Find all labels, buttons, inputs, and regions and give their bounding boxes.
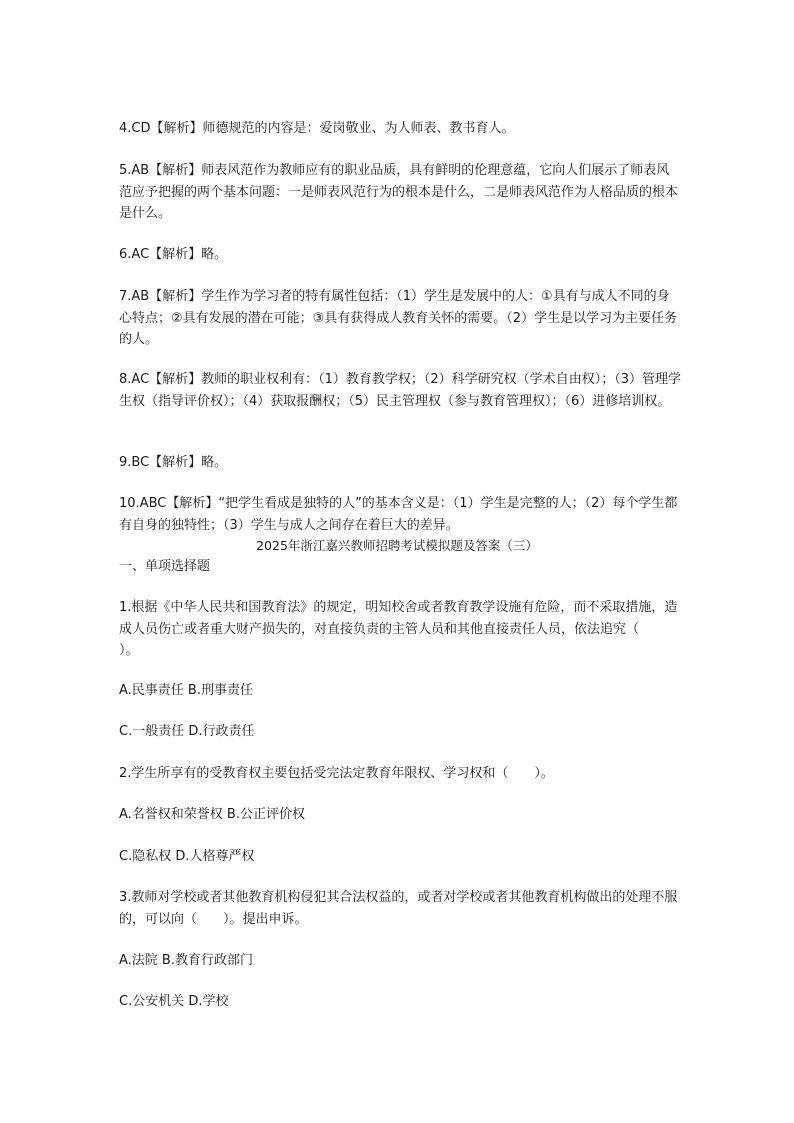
answer-7: 7.AB【解析】学生作为学习者的特有属性包括：（1）学生是发展中的人：①具有与成人不同的身心特点；②具有发展的潜在可能；③具有获得成人教育关怀的需要。（2）学生是以学习为主要任务的人。 <box>119 289 678 347</box>
question-3-stem: 3.教师对学校或者其他教育机构侵犯其合法权益的，或者对学校或者其他教育机构做出的处理不服的，可以向（ ）。提出申诉。 <box>119 890 678 927</box>
question-3-options-ab: A.法院 B.教育行政部门 <box>119 953 253 968</box>
answer-5: 5.AB【解析】师表风范作为教师应有的职业品质，具有鲜明的伦理意蕴，它向人们展示了师表风范应予把握的两个基本问题：一是师表风范行为的根本是什么，二是师表风范作为人格品质的根本是什么。 <box>119 163 679 221</box>
answer-8: 8.AC【解析】教师的职业权利有：（1）教育教学权；（2）科学研究权（学术自由权）；（3）管理学生权（指导评价权）；（4）获取报酬权；（5）民主管理权（参与教育管理权）；（6）进修培训权。 <box>119 372 681 409</box>
exam-title: 2025年浙江嘉兴教师招聘考试模拟题及答案（三） <box>256 538 538 553</box>
question-1-options-ab: A.民事责任 B.刑事责任 <box>119 683 253 698</box>
answer-10: 10.ABC【解析】“把学生看成是独特的人”的基本含义是：（1）学生是完整的人；（2）每个学生都有自身的独特性；（3）学生与成人之间存在着巨大的差异。 <box>119 496 678 533</box>
section-heading: 一、单项选择题 <box>119 559 211 574</box>
question-2-options-ab: A.名誉权和荣誉权 B.公正评价权 <box>119 807 305 822</box>
question-1-options-cd: C.一般责任 D.行政责任 <box>119 724 255 739</box>
question-2-stem: 2.学生所享有的受教育权主要包括受完法定教育年限权、学习权和（ ）。 <box>119 766 554 781</box>
question-2-options-cd: C.隐私权 D.人格尊严权 <box>119 849 255 864</box>
question-3-options-cd: C.公安机关 D.学校 <box>119 994 229 1009</box>
answer-9: 9.BC【解析】略。 <box>119 455 228 470</box>
answer-6: 6.AC【解析】略。 <box>119 247 228 262</box>
question-1-stem: 1.根据《中华人民共和国教育法》的规定，明知校舍或者教育教学设施有危险，而不采取措施，造成人员伤亡或者重大财产损失的，对直接负责的主管人员和其他直接责任人员，依法追究（ ）。 <box>119 600 678 658</box>
answer-4: 4.CD【解析】师德规范的内容是：爱岗敬业、为人师表、教书育人。 <box>119 121 515 136</box>
